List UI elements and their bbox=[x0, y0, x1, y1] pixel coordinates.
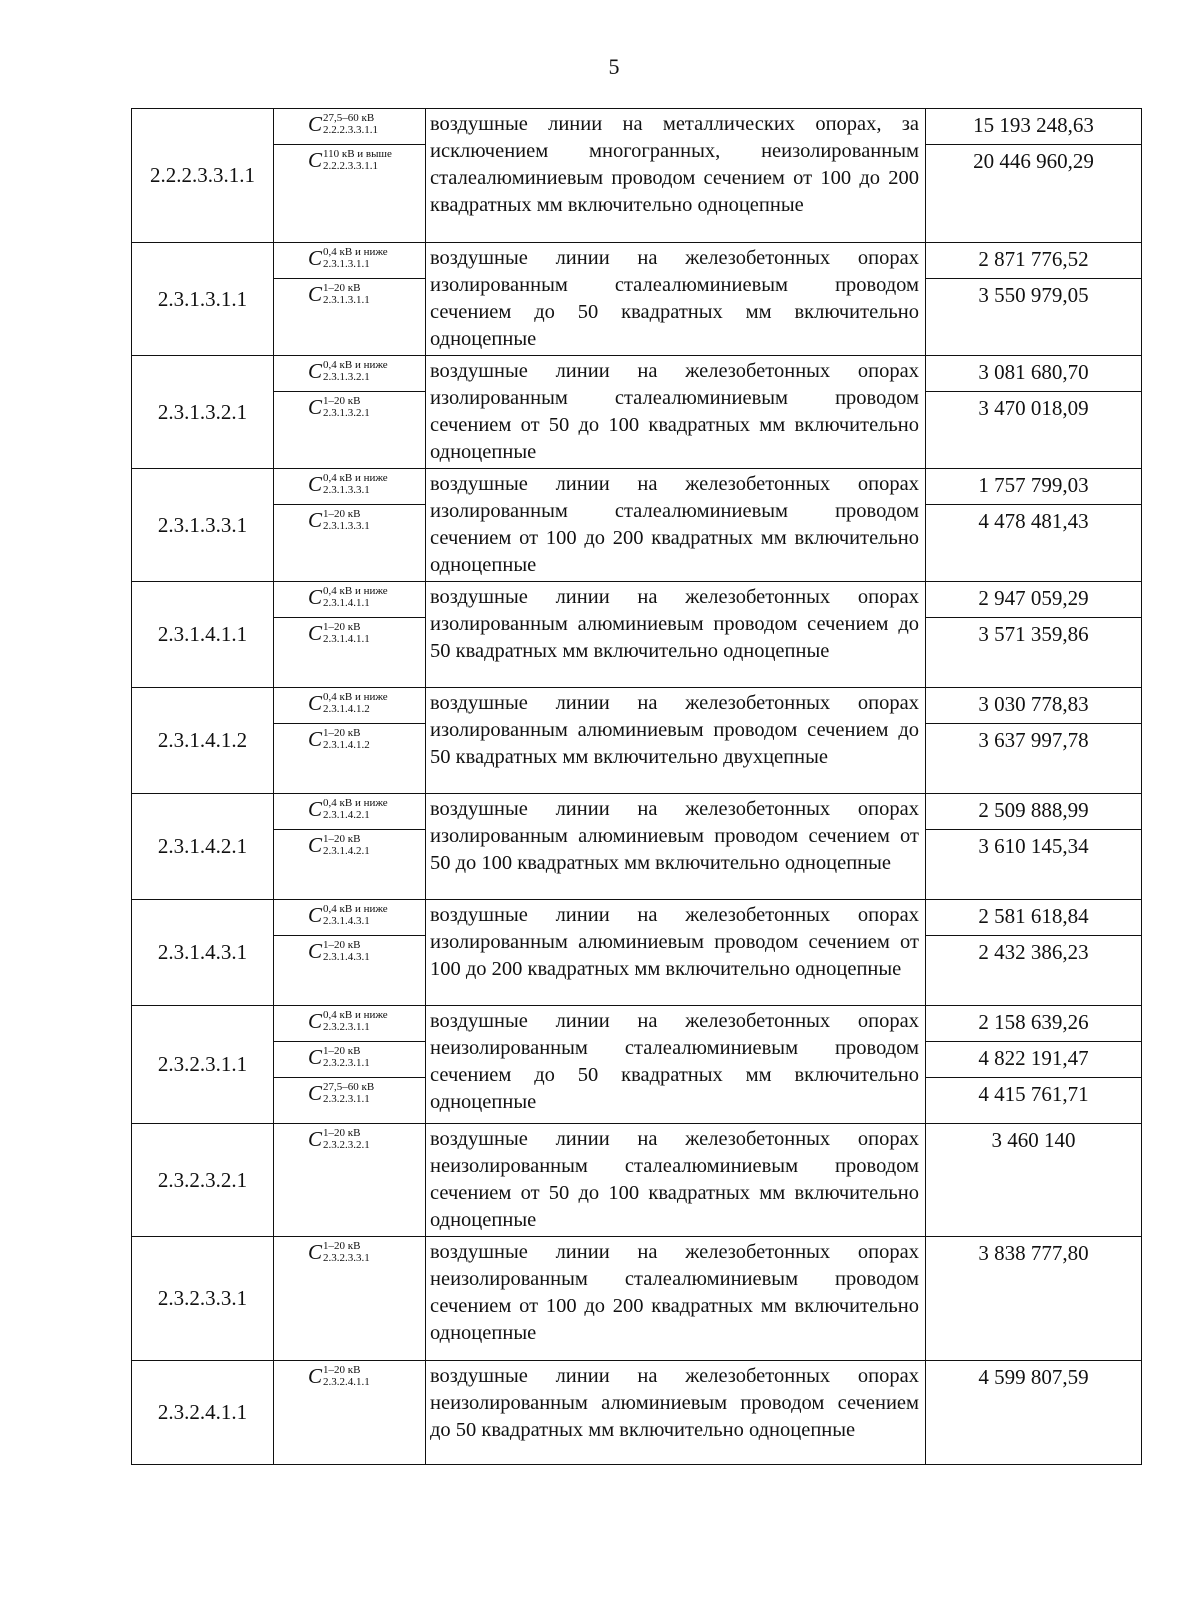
rate-index: 2.3.1.4.3.1 bbox=[323, 915, 370, 927]
rate-code: 2.3.1.4.2.1 bbox=[132, 794, 274, 900]
rate-symbol-letter: C bbox=[308, 585, 323, 609]
table-row bbox=[132, 900, 1142, 1006]
voltage-class: 1–20 кВ bbox=[323, 833, 361, 845]
voltage-class: 1–20 кВ bbox=[323, 1364, 361, 1376]
table-row bbox=[132, 794, 1142, 900]
rate-symbol bbox=[274, 936, 425, 972]
rate-symbol bbox=[274, 1237, 425, 1273]
rate-symbol-letter: C bbox=[308, 148, 323, 172]
rate-symbol bbox=[274, 243, 425, 279]
rate-code: 2.3.1.3.2.1 bbox=[132, 356, 274, 469]
rate-symbol-letter: C bbox=[308, 797, 323, 821]
rate-symbols-cell bbox=[274, 1361, 426, 1465]
voltage-class: 0,4 кВ и ниже bbox=[323, 797, 388, 809]
tariff-table-body bbox=[132, 109, 1142, 1465]
rate-values-cell bbox=[926, 356, 1142, 469]
table-row bbox=[132, 1237, 1142, 1361]
rate-symbol-letter: C bbox=[308, 727, 323, 751]
line-description: воздушные линии на железобетонных опорах неизолированным алюминиевым проводом сечением до 50 квадратных мм включительно одноцепные bbox=[426, 1361, 926, 1465]
rate-symbol bbox=[274, 469, 425, 505]
rate-symbol-letter: C bbox=[308, 246, 323, 270]
rate-symbol-letter: C bbox=[308, 508, 323, 532]
rate-value: 3 571 359,86 bbox=[978, 622, 1089, 646]
rate-symbol bbox=[274, 145, 425, 181]
line-description: воздушные линии на железобетонных опорах неизолированным сталеалюминиевым проводом сечением от 50 до 100 квадратных мм включительно одноцепные bbox=[426, 1124, 926, 1237]
rate-values-cell bbox=[926, 1237, 1142, 1361]
rate-index: 2.3.2.4.1.1 bbox=[323, 1376, 370, 1388]
rate-index: 2.3.1.4.3.1 bbox=[323, 951, 370, 963]
rate-value: 3 470 018,09 bbox=[978, 396, 1089, 420]
rate-symbols-cell bbox=[274, 900, 426, 1006]
rate-code: 2.3.2.3.3.1 bbox=[132, 1237, 274, 1361]
rate-symbol bbox=[274, 724, 425, 760]
rate-symbol bbox=[274, 830, 425, 866]
rate-symbols-cell bbox=[274, 356, 426, 469]
rate-index: 2.3.2.3.1.1 bbox=[323, 1021, 370, 1033]
rate-index: 2.3.2.3.3.1 bbox=[323, 1252, 370, 1264]
rate-symbol bbox=[274, 794, 425, 830]
rate-values-cell bbox=[926, 688, 1142, 794]
rate-value: 4 478 481,43 bbox=[978, 509, 1089, 533]
voltage-class: 27,5–60 кВ bbox=[323, 1081, 375, 1093]
line-description: воздушные линии на металлических опорах, за исключением многогранных, неизолированным сталеалюминиевым проводом сечением от 100 до 200 квадратных мм включительно одноцепные bbox=[426, 109, 926, 243]
rate-index: 2.3.1.3.1.1 bbox=[323, 258, 370, 270]
rate-code: 2.3.2.3.1.1 bbox=[132, 1006, 274, 1124]
rate-value: 3 637 997,78 bbox=[978, 728, 1089, 752]
rate-symbol-letter: C bbox=[308, 472, 323, 496]
rate-value: 2 432 386,23 bbox=[978, 940, 1089, 964]
line-description: воздушные линии на железобетонных опорах изолированным алюминиевым проводом сечением от 50 до 100 квадратных мм включительно одноцепные bbox=[426, 794, 926, 900]
rate-value: 2 871 776,52 bbox=[926, 243, 1141, 279]
rate-symbol-letter: C bbox=[308, 939, 323, 963]
line-description: воздушные линии на железобетонных опорах изолированным сталеалюминиевым проводом сечением от 100 до 200 квадратных мм включительно одноцепные bbox=[426, 469, 926, 582]
rate-value: 2 581 618,84 bbox=[926, 900, 1141, 936]
line-description: воздушные линии на железобетонных опорах изолированным алюминиевым проводом сечением до 50 квадратных мм включительно двухцепные bbox=[426, 688, 926, 794]
rate-symbols-cell bbox=[274, 582, 426, 688]
rate-symbol-letter: C bbox=[308, 691, 323, 715]
table-row bbox=[132, 1361, 1142, 1465]
table-row bbox=[132, 243, 1142, 356]
rate-symbol-letter: C bbox=[308, 833, 323, 857]
rate-index: 2.3.1.4.1.1 bbox=[323, 633, 370, 645]
rate-index: 2.3.2.3.1.1 bbox=[323, 1057, 370, 1069]
rate-symbol bbox=[274, 1078, 425, 1114]
table-row bbox=[132, 582, 1142, 688]
rate-symbol-letter: C bbox=[308, 112, 323, 136]
rate-index: 2.2.2.3.3.1.1 bbox=[323, 124, 379, 136]
voltage-class: 0,4 кВ и ниже bbox=[323, 585, 388, 597]
rate-code: 2.2.2.3.3.1.1 bbox=[132, 109, 274, 243]
voltage-class: 1–20 кВ bbox=[323, 1045, 361, 1057]
rate-code: 2.3.1.4.3.1 bbox=[132, 900, 274, 1006]
rate-code: 2.3.1.3.1.1 bbox=[132, 243, 274, 356]
voltage-class: 1–20 кВ bbox=[323, 282, 361, 294]
voltage-class: 0,4 кВ и ниже bbox=[323, 1009, 388, 1021]
table-row bbox=[132, 688, 1142, 794]
rate-symbol-letter: C bbox=[308, 359, 323, 383]
rate-value: 3 030 778,83 bbox=[926, 688, 1141, 724]
rate-value: 20 446 960,29 bbox=[973, 149, 1094, 173]
rate-value: 3 460 140 bbox=[991, 1128, 1076, 1152]
line-description: воздушные линии на железобетонных опорах изолированным алюминиевым проводом сечением от 100 до 200 квадратных мм включительно одноцепные bbox=[426, 900, 926, 1006]
rate-symbol bbox=[274, 505, 425, 541]
rate-code: 2.3.1.3.3.1 bbox=[132, 469, 274, 582]
rate-symbol bbox=[274, 900, 425, 936]
rate-symbols-cell bbox=[274, 688, 426, 794]
voltage-class: 1–20 кВ bbox=[323, 395, 361, 407]
rate-index: 2.3.1.3.1.1 bbox=[323, 294, 370, 306]
rate-symbol-letter: C bbox=[308, 1127, 323, 1151]
voltage-class: 0,4 кВ и ниже bbox=[323, 246, 388, 258]
rate-code: 2.3.1.4.1.1 bbox=[132, 582, 274, 688]
voltage-class: 0,4 кВ и ниже bbox=[323, 691, 388, 703]
rate-symbols-cell bbox=[274, 794, 426, 900]
rate-value: 2 947 059,29 bbox=[926, 582, 1141, 618]
rate-value: 1 757 799,03 bbox=[926, 469, 1141, 505]
voltage-class: 27,5–60 кВ bbox=[323, 112, 375, 124]
rate-index: 2.3.1.3.2.1 bbox=[323, 371, 370, 383]
rate-symbol-letter: C bbox=[308, 1240, 323, 1264]
rate-index: 2.3.1.4.2.1 bbox=[323, 809, 370, 821]
rate-values-cell bbox=[926, 900, 1142, 1006]
voltage-class: 110 кВ и выше bbox=[323, 148, 392, 160]
rate-index: 2.3.1.3.3.1 bbox=[323, 484, 370, 496]
voltage-class: 0,4 кВ и ниже bbox=[323, 903, 388, 915]
table-row bbox=[132, 356, 1142, 469]
rate-symbol-letter: C bbox=[308, 395, 323, 419]
rate-symbol bbox=[274, 392, 425, 428]
rate-index: 2.3.1.3.2.1 bbox=[323, 407, 370, 419]
rate-symbol-letter: C bbox=[308, 1081, 323, 1105]
rate-index: 2.3.1.3.3.1 bbox=[323, 520, 370, 532]
rate-code: 2.3.1.4.1.2 bbox=[132, 688, 274, 794]
line-description: воздушные линии на железобетонных опорах изолированным сталеалюминиевым проводом сечением до 50 квадратных мм включительно одноцепные bbox=[426, 243, 926, 356]
rate-values-cell bbox=[926, 469, 1142, 582]
rate-index: 2.3.1.4.2.1 bbox=[323, 845, 370, 857]
rate-value: 2 158 639,26 bbox=[926, 1006, 1141, 1042]
voltage-class: 1–20 кВ bbox=[323, 727, 361, 739]
rate-symbol-letter: C bbox=[308, 1009, 323, 1033]
table-row bbox=[132, 1124, 1142, 1237]
table-row bbox=[132, 109, 1142, 243]
rate-symbol-letter: C bbox=[308, 621, 323, 645]
rate-symbol bbox=[274, 1006, 425, 1042]
rate-symbol bbox=[274, 356, 425, 392]
rate-value: 3 838 777,80 bbox=[978, 1241, 1089, 1265]
voltage-class: 1–20 кВ bbox=[323, 939, 361, 951]
rate-index: 2.3.1.4.1.2 bbox=[323, 739, 370, 751]
tariff-table bbox=[131, 108, 1142, 1465]
rate-symbol-letter: C bbox=[308, 903, 323, 927]
rate-values-cell bbox=[926, 1124, 1142, 1237]
voltage-class: 0,4 кВ и ниже bbox=[323, 359, 388, 371]
rate-value: 15 193 248,63 bbox=[926, 109, 1141, 145]
rate-index: 2.3.2.3.2.1 bbox=[323, 1139, 370, 1151]
rate-symbol bbox=[274, 1361, 425, 1397]
voltage-class: 1–20 кВ bbox=[323, 621, 361, 633]
rate-symbol bbox=[274, 582, 425, 618]
rate-value: 4 822 191,47 bbox=[926, 1042, 1141, 1078]
table-row bbox=[132, 1006, 1142, 1124]
rate-index: 2.2.2.3.3.1.1 bbox=[323, 160, 379, 172]
rate-index: 2.3.1.4.1.1 bbox=[323, 597, 370, 609]
rate-symbols-cell bbox=[274, 469, 426, 582]
rate-symbol bbox=[274, 1124, 425, 1160]
voltage-class: 0,4 кВ и ниже bbox=[323, 472, 388, 484]
rate-value: 3 081 680,70 bbox=[926, 356, 1141, 392]
rate-values-cell bbox=[926, 109, 1142, 243]
page-number: 5 bbox=[608, 54, 620, 79]
rate-index: 2.3.1.4.1.2 bbox=[323, 703, 370, 715]
rate-symbol-letter: C bbox=[308, 1045, 323, 1069]
rate-index: 2.3.2.3.1.1 bbox=[323, 1093, 370, 1105]
rate-symbols-cell bbox=[274, 1124, 426, 1237]
rate-symbol bbox=[274, 279, 425, 315]
rate-value: 3 550 979,05 bbox=[978, 283, 1089, 307]
rate-symbol-letter: C bbox=[308, 1364, 323, 1388]
line-description: воздушные линии на железобетонных опорах неизолированным сталеалюминиевым проводом сечением до 50 квадратных мм включительно одноцепные bbox=[426, 1006, 926, 1124]
voltage-class: 1–20 кВ bbox=[323, 1127, 361, 1139]
rate-value: 2 509 888,99 bbox=[926, 794, 1141, 830]
rate-symbol bbox=[274, 618, 425, 654]
rate-values-cell bbox=[926, 1361, 1142, 1465]
line-description: воздушные линии на железобетонных опорах неизолированным сталеалюминиевым проводом сечением от 100 до 200 квадратных мм включительно одноцепные bbox=[426, 1237, 926, 1361]
rate-value: 3 610 145,34 bbox=[978, 834, 1089, 858]
rate-symbols-cell bbox=[274, 243, 426, 356]
rate-code: 2.3.2.3.2.1 bbox=[132, 1124, 274, 1237]
rate-symbols-cell bbox=[274, 1006, 426, 1124]
rate-symbols-cell bbox=[274, 109, 426, 243]
rate-symbol bbox=[274, 109, 425, 145]
rate-values-cell bbox=[926, 582, 1142, 688]
voltage-class: 1–20 кВ bbox=[323, 1240, 361, 1252]
rate-value: 4 415 761,71 bbox=[978, 1082, 1089, 1106]
rate-values-cell bbox=[926, 794, 1142, 900]
line-description: воздушные линии на железобетонных опорах изолированным сталеалюминиевым проводом сечением от 50 до 100 квадратных мм включительно одноцепные bbox=[426, 356, 926, 469]
rate-symbol bbox=[274, 1042, 425, 1078]
rate-code: 2.3.2.4.1.1 bbox=[132, 1361, 274, 1465]
rate-values-cell bbox=[926, 1006, 1142, 1124]
rate-values-cell bbox=[926, 243, 1142, 356]
table-row bbox=[132, 469, 1142, 582]
rate-symbols-cell bbox=[274, 1237, 426, 1361]
rate-value: 4 599 807,59 bbox=[978, 1365, 1089, 1389]
rate-symbol bbox=[274, 688, 425, 724]
rate-symbol-letter: C bbox=[308, 282, 323, 306]
voltage-class: 1–20 кВ bbox=[323, 508, 361, 520]
line-description: воздушные линии на железобетонных опорах изолированным алюминиевым проводом сечением до 50 квадратных мм включительно одноцепные bbox=[426, 582, 926, 688]
